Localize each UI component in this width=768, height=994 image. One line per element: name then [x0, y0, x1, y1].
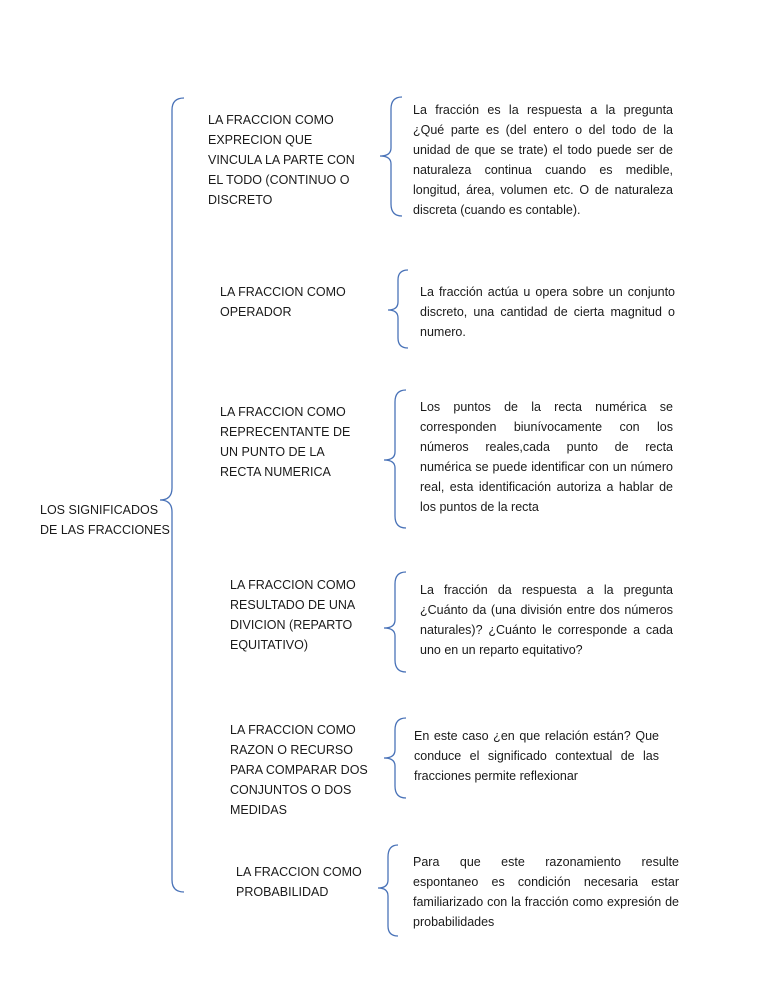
description-number-line: Los puntos de la recta numérica se corresponden biunívocamente con los números reales,cada punto de recta numérica se puede identificar con un número real, esta identificación autoriza a hablar de los puntos de la recta — [420, 400, 673, 514]
description-division: La fracción da respuesta a la pregunta ¿Cuánto da (una división entre dos números naturales)? ¿Cuánto le corresponde a cada uno en un reparto equitativo? — [420, 583, 673, 657]
concept-number-line: LA FRACCION COMO REPRECENTANTE DE UN PUNTO DE LA RECTA NUMERICA — [220, 405, 351, 479]
root-bracket — [160, 98, 184, 892]
branch-bracket-2 — [388, 270, 408, 348]
root-concept-label: LOS SIGNIFICADOS DE LAS FRACCIONES — [40, 503, 170, 537]
branch-bracket-1 — [380, 97, 402, 216]
concept-operator: LA FRACCION COMO OPERADOR — [220, 285, 346, 319]
concept-probability: LA FRACCION COMO PROBABILIDAD — [236, 865, 362, 899]
concept-ratio: LA FRACCION COMO RAZON O RECURSO PARA COMPARAR DOS CONJUNTOS O DOS MEDIDAS — [230, 723, 368, 817]
branch-bracket-3 — [384, 390, 406, 528]
concept-part-whole: LA FRACCION COMO EXPRECION QUE VINCULA LA PARTE CON EL TODO (CONTINUO O DISCRETO — [208, 113, 355, 207]
description-part-whole: La fracción es la respuesta a la pregunta ¿Qué parte es (del entero o del todo de la unidad de que se trate) el todo puede ser de naturaleza continua cuando es medible, longitud, área, volumen etc. O de naturaleza discreta (cuando es contable). — [413, 103, 673, 217]
concept-division: LA FRACCION COMO RESULTADO DE UNA DIVICION (REPARTO EQUITATIVO) — [230, 578, 356, 652]
description-ratio: En este caso ¿en que relación están? Que conduce el significado contextual de las fracciones permite reflexionar — [414, 729, 659, 783]
description-operator: La fracción actúa u opera sobre un conjunto discreto, una cantidad de cierta magnitud o numero. — [420, 285, 675, 339]
description-probability: Para que este razonamiento resulte espontaneo es condición necesaria estar familiarizado con la fracción como expresión de probabilidades — [413, 855, 679, 929]
